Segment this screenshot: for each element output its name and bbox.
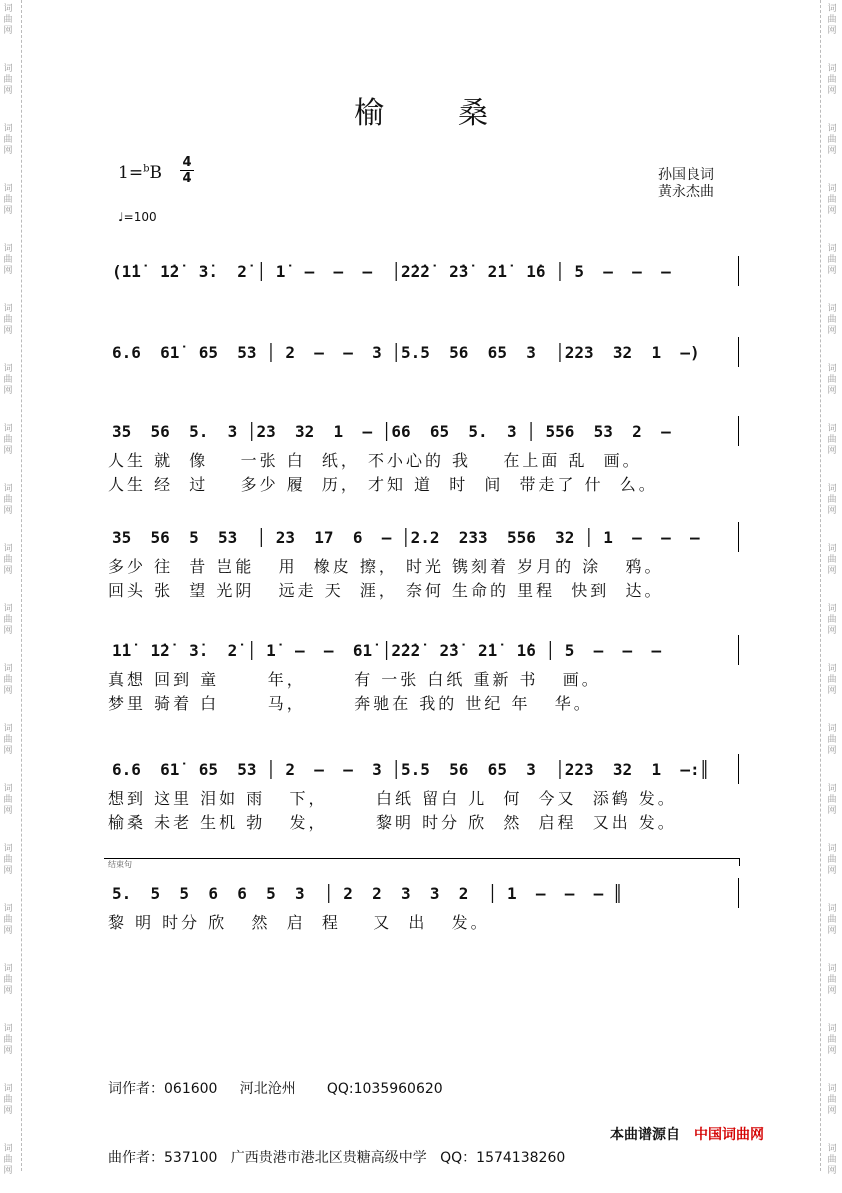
score-line [104, 884, 744, 934]
lyric-row [104, 691, 744, 715]
watermark-mark: 词 曲 网 [3, 124, 13, 156]
watermark-mark: 词 曲 网 [3, 664, 13, 696]
lyric-text: 回头 张 望 光阴 远走 天 涯， 奈何 生命的 里程 快到 达。 [108, 581, 664, 600]
lyric-row [104, 910, 744, 934]
song-title: 榆桑 [354, 96, 562, 131]
tempo-marking: ♩=100 [118, 210, 157, 224]
watermark-mark: 词 曲 网 [827, 724, 837, 756]
lyric-text: 黎 明 时分 欣 然 启 程 又 出 发。 [108, 913, 490, 932]
barline [738, 754, 739, 784]
watermark-mark: 词 曲 网 [827, 484, 837, 516]
watermark-mark: 词 曲 网 [827, 844, 837, 876]
watermark-mark: 词 曲 网 [3, 604, 13, 636]
notation-row [104, 884, 744, 910]
watermark-mark: 词 曲 网 [827, 4, 837, 36]
lyric-row [104, 786, 744, 810]
watermark-mark: 词 曲 网 [3, 544, 13, 576]
watermark-mark: 词 曲 网 [827, 544, 837, 576]
notation-row [104, 528, 744, 554]
barline [738, 522, 739, 552]
barline [738, 337, 739, 367]
source-site-link[interactable]: 中国词曲网 [694, 1127, 764, 1143]
watermark-mark: 词 曲 网 [3, 844, 13, 876]
key-signature: 1=$^b$B [118, 163, 162, 183]
barline [738, 635, 739, 665]
watermark-mark: 词 曲 网 [3, 244, 13, 276]
watermark-mark: 词 曲 网 [827, 1144, 837, 1176]
score-line [104, 262, 744, 288]
lyric-row [104, 448, 744, 472]
composer-credit: 黄永杰曲 [658, 184, 714, 200]
left-margin-line [21, 0, 22, 1171]
notation-text: 1̇1̇ 1̇2̇ 3̇. 2̇ │ 1̇ – – 61̇ │2̇2̇2̇ 2̇3̇ 2̇1̇ 1̇6 │ 5 – – – [112, 641, 662, 660]
score-line [104, 528, 744, 602]
time-signature: 4 4 [180, 156, 194, 185]
watermark-mark: 词 曲 网 [3, 784, 13, 816]
notation-text: 6.6 61̇ 65 53 │ 2 – – 3 │5.5 56 65 3 │223 32 1 –) [112, 343, 700, 362]
lyric-text: 想到 这里 泪如 雨 下， 白纸 留白 儿 何 今又 添鹤 发。 [108, 789, 677, 808]
lyric-text: 梦里 骑着 白 马， 奔驰在 我的 世纪 年 华。 [108, 694, 593, 713]
source-attribution [610, 1124, 764, 1144]
notation-text: 6.6 61̇ 65 53 │ 2 – – 3 │5.5 56 65 3 │223 32 1 –:║ [112, 760, 710, 779]
lyric-text: 榆桑 未老 生机 勃 发， 黎明 时分 欣 然 启程 又出 发。 [108, 813, 677, 832]
notation-text: 35 56 5. 3 │23 32 1 – │66 65 5. 3 │ 556 53 2 – [112, 422, 671, 441]
watermark-mark: 词 曲 网 [827, 604, 837, 636]
notation-text: 5. 5 5 6 6 5 3 │ 2 2 3 3 2 │ 1 – – – ║ [112, 884, 623, 903]
barline [738, 416, 739, 446]
lyric-text: 多少 往 昔 岂能 用 橡皮 擦， 时光 镌刻着 岁月的 涂 鸦。 [108, 557, 664, 576]
watermark-mark: 词 曲 网 [3, 184, 13, 216]
lyric-text: 真想 回到 童 年， 有 一张 白纸 重新 书 画。 [108, 670, 601, 689]
notation-row [104, 641, 744, 667]
coda-bracket [104, 858, 740, 859]
notation-row [104, 262, 744, 288]
watermark-mark: 词 曲 网 [3, 964, 13, 996]
lyric-row [104, 667, 744, 691]
watermark-mark: 词 曲 网 [3, 1144, 13, 1176]
notation-text: (1̇1̇ 1̇2̇ 3̇. 2̇ │ 1̇ – – – │2̇2̇2̇ 2̇3̇ 2̇1̇ 1̇6 │ 5 – – – [112, 262, 671, 281]
lyricist-info: 词作者：061600 河北沧州 QQ:1035960620 [108, 1081, 443, 1097]
watermark-mark: 词 曲 网 [827, 784, 837, 816]
score-line [104, 641, 744, 715]
lyric-row [104, 810, 744, 834]
watermark-mark: 词 曲 网 [827, 184, 837, 216]
watermark-mark: 词 曲 网 [827, 424, 837, 456]
notation-row [104, 343, 744, 369]
watermark-mark: 词 曲 网 [3, 1024, 13, 1056]
score-line [104, 422, 744, 496]
score-line [104, 343, 744, 369]
watermark-mark: 词 曲 网 [3, 304, 13, 336]
watermark-mark: 词 曲 网 [827, 64, 837, 96]
watermark-mark: 词 曲 网 [827, 1084, 837, 1116]
notation-text: 35 56 5 53 │ 23 17 6 – │2.2 233 556 32 │ 1 – – – [112, 528, 700, 547]
source-label: 本曲谱源自 [610, 1127, 680, 1143]
watermark-mark: 词 曲 网 [3, 904, 13, 936]
watermark-mark: 词 曲 网 [827, 364, 837, 396]
watermark-mark: 词 曲 网 [827, 664, 837, 696]
lyric-row [104, 578, 744, 602]
lyricist-credit: 孙国良词 [658, 167, 714, 183]
lyric-text: 人生 就 像 一张 白 纸， 不小心的 我 在上面 乱 画。 [108, 451, 642, 470]
composer-info: 曲作者：537100 广西贵港市港北区贵糖高级中学 QQ：1574138260 [108, 1150, 566, 1166]
watermark-mark: 词 曲 网 [827, 964, 837, 996]
watermark-mark: 词 曲 网 [827, 304, 837, 336]
score-line [104, 760, 744, 834]
watermark-mark: 词 曲 网 [827, 1024, 837, 1056]
watermark-mark: 词 曲 网 [3, 4, 13, 36]
barline [738, 878, 739, 908]
watermark-mark: 词 曲 网 [827, 244, 837, 276]
right-margin-line [820, 0, 821, 1171]
watermark-mark: 词 曲 网 [3, 1084, 13, 1116]
notation-row [104, 760, 744, 786]
barline [738, 256, 739, 286]
watermark-mark: 词 曲 网 [3, 484, 13, 516]
watermark-mark: 词 曲 网 [3, 424, 13, 456]
watermark-mark: 词 曲 网 [827, 124, 837, 156]
lyric-row [104, 472, 744, 496]
author-info [108, 1032, 565, 1193]
watermark-mark: 词 曲 网 [3, 364, 13, 396]
watermark-mark: 词 曲 网 [3, 64, 13, 96]
lyric-row [104, 554, 744, 578]
coda-label: 结束句 [108, 860, 132, 869]
lyric-text: 人生 经 过 多少 履 历， 才知 道 时 间 带走了 什 么。 [108, 475, 658, 494]
credits [658, 167, 714, 201]
watermark-mark: 词 曲 网 [827, 904, 837, 936]
watermark-mark: 词 曲 网 [3, 724, 13, 756]
coda-bracket-end [739, 858, 740, 866]
notation-row [104, 422, 744, 448]
